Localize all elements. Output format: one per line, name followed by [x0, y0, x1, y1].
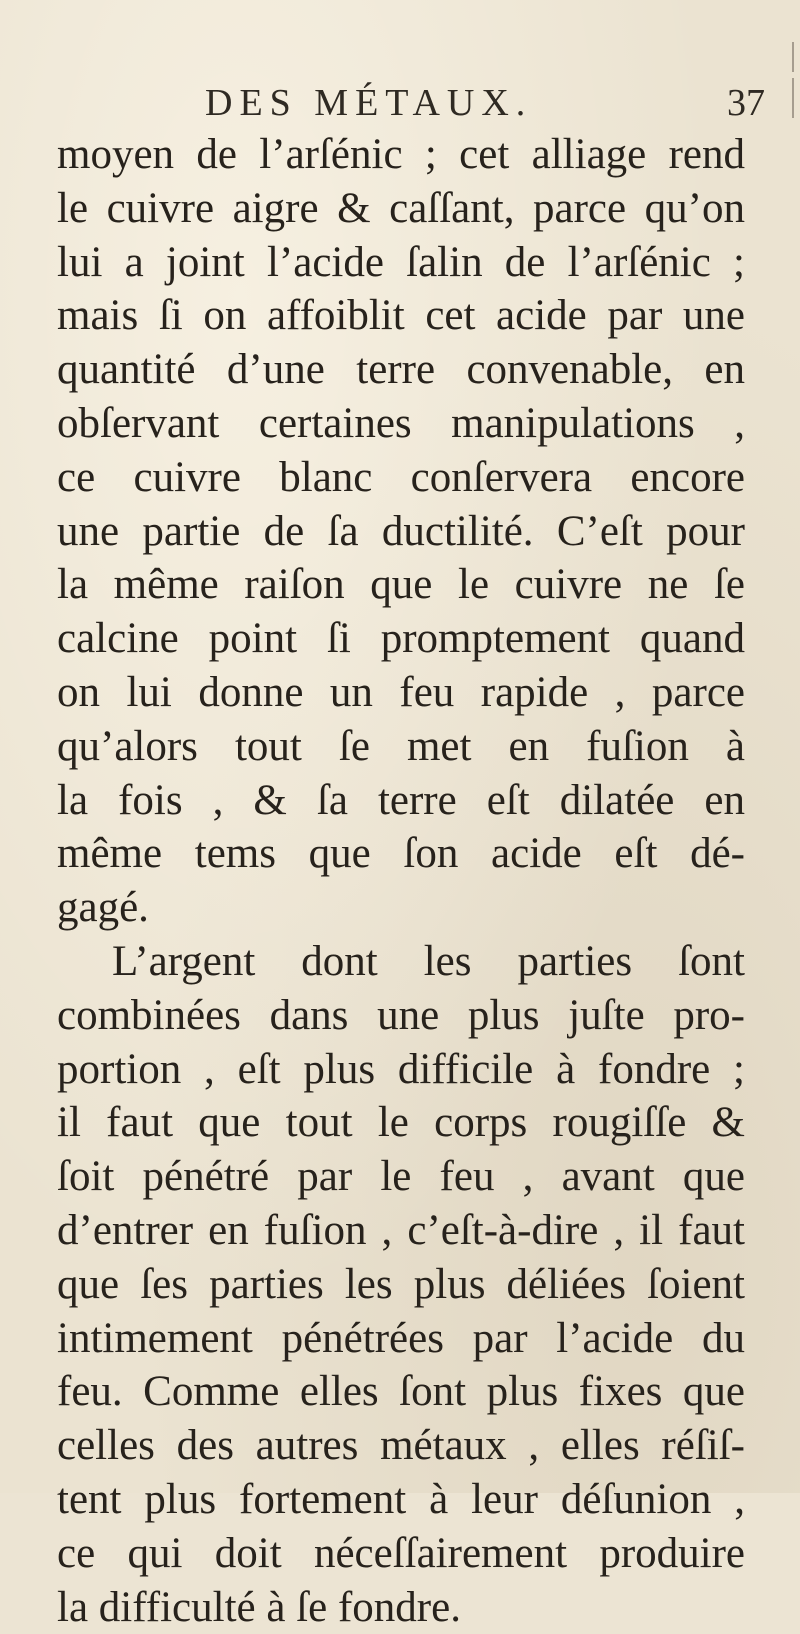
text-line: la fois , & ſa terre eſt dilatée en — [57, 776, 745, 824]
text-line: mais ſi on affoiblit cet acide par une — [57, 292, 745, 340]
text-line: ſoit pénétré par le feu , avant que — [57, 1153, 745, 1201]
text-line: quantité d’une terre convenable, en — [57, 346, 745, 394]
page-edge-mark — [792, 78, 794, 118]
text-line: le cuivre aigre & caſſant, parce qu’on — [57, 184, 745, 232]
page-number: 37 — [727, 82, 765, 124]
page-header — [205, 78, 765, 128]
paragraph-start-line: L’argent dont les parties ſont — [112, 937, 745, 985]
text-line: on lui donne un feu rapide , parce — [57, 668, 745, 716]
text-line: lui a joint l’acide ſalin de l’arſénic ; — [57, 238, 745, 286]
text-line: d’entrer en fuſion , c’eſt-à-dire , il faut — [57, 1206, 745, 1254]
text-line: intimement pénétrées par l’acide du — [57, 1314, 745, 1362]
text-line: ce cuivre blanc conſervera encore — [57, 453, 745, 501]
text-line: moyen de l’arſénic ; cet alliage rend — [57, 131, 745, 178]
paragraph-end-line: gagé. — [57, 884, 149, 932]
paragraph-end-line: la difficulté à ſe fondre. — [57, 1583, 461, 1631]
text-line: calcine point ſi promptement quand — [57, 615, 745, 663]
body-text — [57, 128, 745, 1634]
running-head: DES MÉTAUX. — [205, 82, 533, 124]
text-line: feu. Comme elles ſont plus fixes que — [57, 1368, 745, 1416]
text-line: qu’alors tout ſe met en fuſion à — [57, 722, 745, 770]
page-edge-mark — [792, 42, 794, 72]
text-line: celles des autres métaux , elles réſiſ- — [57, 1422, 745, 1470]
text-line: obſervant certaines manipulations , — [57, 399, 745, 447]
text-line: ce qui doit néceſſairement produire — [57, 1529, 745, 1577]
text-line: combinées dans une plus juſte pro- — [57, 991, 745, 1039]
text-line: que ſes parties les plus déliées ſoient — [57, 1260, 745, 1308]
text-line: tent plus fortement à leur déſunion , — [57, 1475, 745, 1523]
text-line: portion , eſt plus difficile à fondre ; — [57, 1045, 745, 1093]
text-line: il faut que tout le corps rougiſſe & — [57, 1099, 745, 1147]
text-line: même tems que ſon acide eſt dé- — [57, 830, 745, 878]
text-line: une partie de ſa ductilité. C’eſt pour — [57, 507, 745, 555]
text-line: la même raiſon que le cuivre ne ſe — [57, 561, 745, 609]
